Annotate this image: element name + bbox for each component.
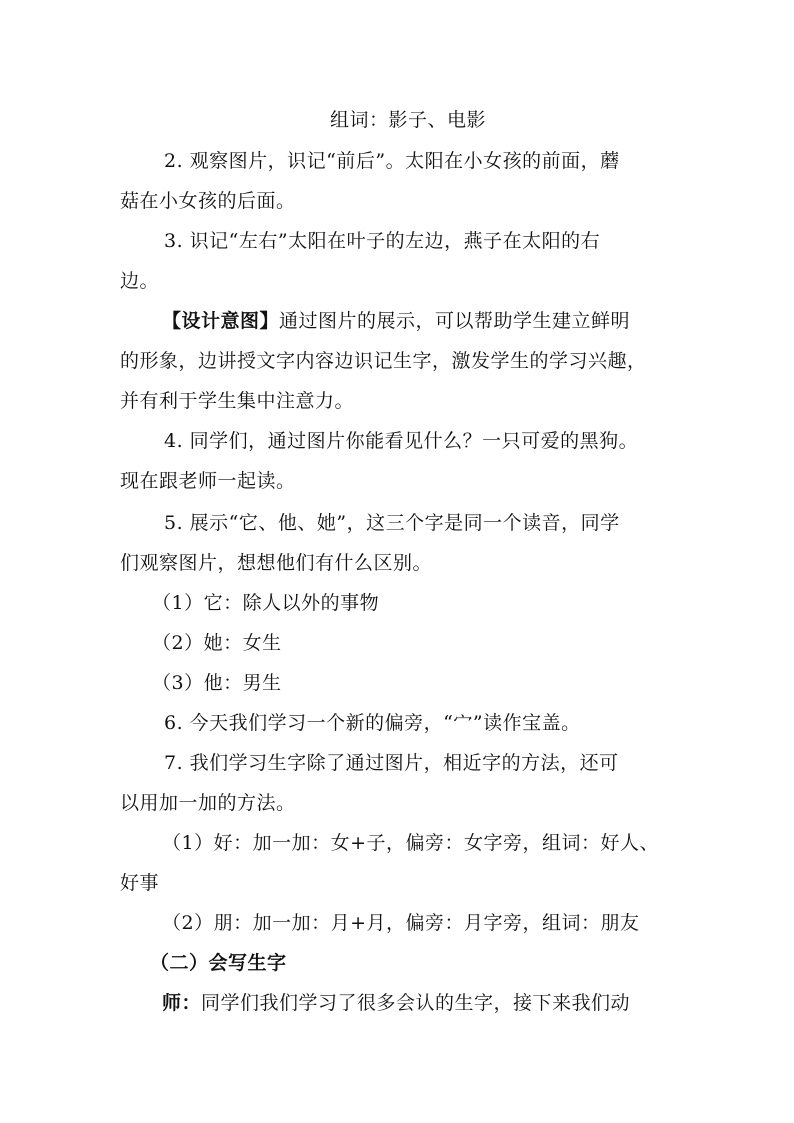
text-line: （2）她：女生 bbox=[152, 632, 282, 654]
design-intent-text: 通过图片的展示，可以帮助学生建立鲜明 bbox=[279, 310, 631, 332]
text-line: （2）朋：加一加：月+月，偏旁：月字旁，组词：朋友 bbox=[162, 912, 640, 934]
section-heading: （二）会写生字 bbox=[150, 952, 287, 974]
teacher-label: 师： bbox=[162, 992, 202, 1014]
text-line: 4. 同学们，通过图片你能看见什么？一只可爱的黑狗。 bbox=[164, 430, 639, 452]
text-line: 并有利于学生集中注意力。 bbox=[120, 390, 355, 412]
text-line: 们观察图片，想想他们有什么区别。 bbox=[120, 552, 433, 574]
teacher-text: 同学们我们学习了很多会认的生字，接下来我们动 bbox=[201, 992, 631, 1014]
text-line: 的形象，边讲授文字内容边识记生字，激发学生的学习兴趣， bbox=[120, 350, 647, 372]
text-line: 组词：影子、电影 bbox=[330, 109, 487, 131]
text-line: 2. 观察图片，识记“前后”。太阳在小女孩的前面，蘑 bbox=[164, 150, 620, 172]
text-line: 5. 展示“它、他、她”，这三个字是同一个读音，同学 bbox=[164, 512, 620, 534]
text-line: （1）它：除人以外的事物 bbox=[152, 592, 380, 614]
text-line: （3）他：男生 bbox=[152, 672, 282, 694]
teacher-line bbox=[162, 992, 630, 1014]
text-line: 6. 今天我们学习一个新的偏旁，“宀”读作宝盖。 bbox=[164, 712, 581, 734]
text-line: 现在跟老师一起读。 bbox=[120, 470, 296, 492]
text-line: 7. 我们学习生字除了通过图片，相近字的方法，还可 bbox=[164, 752, 619, 774]
text-line: 好事 bbox=[120, 872, 160, 894]
design-intent-label: 【设计意图】 bbox=[162, 310, 280, 332]
text-line: 边。 bbox=[120, 270, 160, 292]
text-line: 以用加一加的方法。 bbox=[120, 792, 296, 814]
text-line: 菇在小女孩的后面。 bbox=[120, 190, 296, 212]
text-line: 3. 识记“左右”太阳在叶子的左边，燕子在太阳的右 bbox=[164, 230, 601, 252]
design-intent-line bbox=[162, 310, 630, 332]
text-line: （1）好：加一加：女+子，偏旁：女字旁，组词：好人、 bbox=[162, 832, 660, 854]
